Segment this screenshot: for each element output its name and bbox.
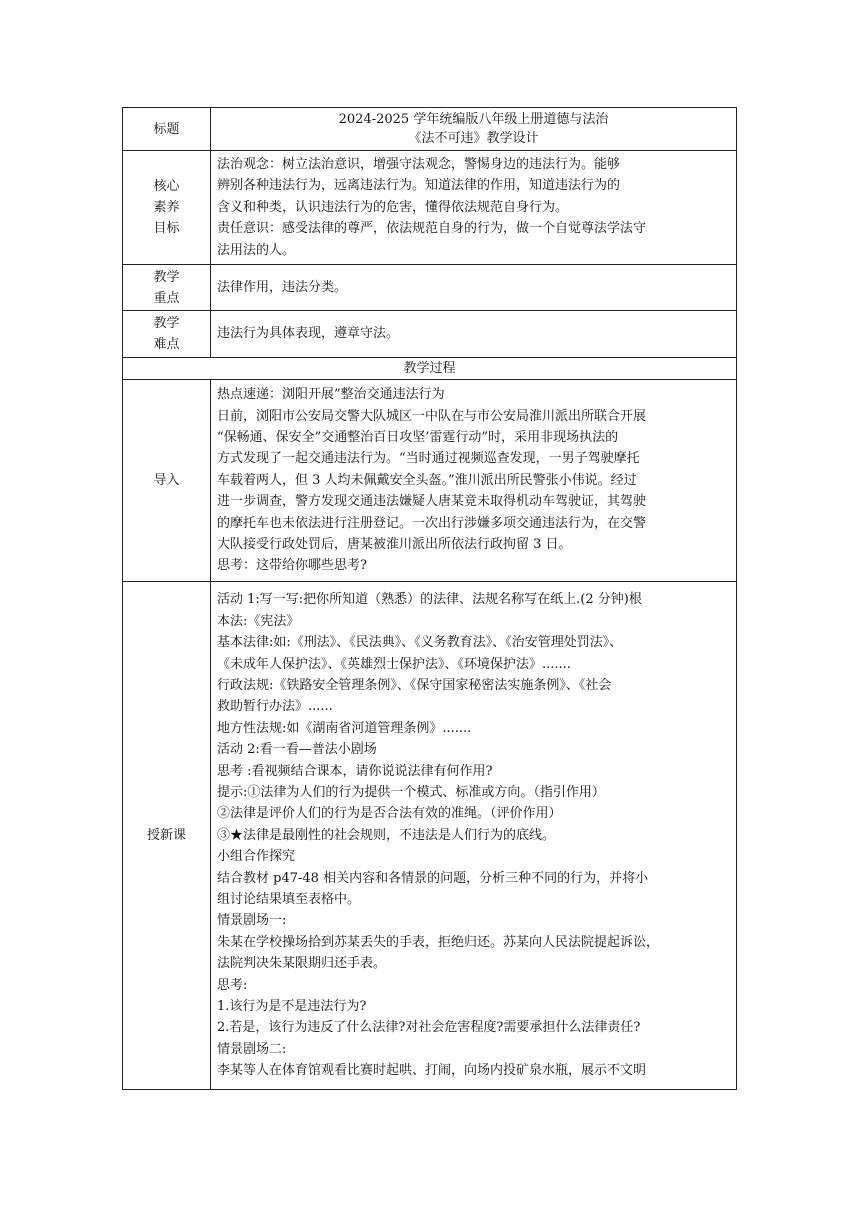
text-line: 责任意识：感受法律的尊严，依法规范自身的行为，做一个自觉尊法学法守 bbox=[217, 221, 647, 237]
text-line: 进一步调查，警方发现交通违法嫌疑人唐某竟未取得机动车驾驶证，其驾驶 bbox=[217, 494, 647, 510]
text-line: 法用法的人。 bbox=[217, 242, 296, 258]
lesson-plan-table bbox=[122, 107, 737, 1090]
text-line: 提示:①法律为人们的行为提供一个模式、标准或方向。（指引作用） bbox=[217, 784, 605, 800]
text-line: 含义和种类，认识违法行为的危害，懂得依法规范自身行为。 bbox=[217, 199, 569, 215]
process-header: 教学过程 bbox=[123, 358, 737, 380]
label-line: 核心 bbox=[153, 179, 180, 194]
title-line: 2024-2025 学年统编版八年级上册道德与法治 bbox=[338, 112, 609, 127]
text-line: 车载着两人，但 3 人均未佩戴安全头盔。”淮川派出所民警张小伟说。经过 bbox=[217, 472, 637, 488]
text-line: 组讨论结果填至表格中。 bbox=[217, 892, 361, 908]
text-line: 活动 1:写一写:把你所知道（熟悉）的法律、法规名称写在纸上.(2 分钟)根 bbox=[217, 592, 642, 608]
core-goal-content bbox=[211, 151, 737, 265]
intro-row bbox=[123, 380, 737, 582]
key-point-label bbox=[123, 265, 211, 311]
new-lesson-row bbox=[123, 582, 737, 1090]
text-line: 法治观念：树立法治意识，增强守法观念，警惕身边的违法行为。能够 bbox=[217, 156, 621, 172]
text-line: 小组合作探究 bbox=[217, 849, 296, 865]
text-line: 大队接受行政处罚后，唐某被淮川派出所依法行政拘留 3 日。 bbox=[217, 537, 572, 553]
text-line: 情景剧场二: bbox=[217, 1041, 287, 1057]
difficult-point-label bbox=[123, 311, 211, 358]
process-header-row bbox=[123, 358, 737, 380]
text-line: ③★法律是最刚性的社会规则，不违法是人们行为的底线。 bbox=[217, 827, 556, 843]
text-line: 《未成年人保护法》、《英雄烈士保护法》、《环境保护法》....... bbox=[217, 656, 571, 672]
text-line: 救助暂行办法》...... bbox=[217, 699, 333, 715]
text-line: 法院判决朱某限期归还手表。 bbox=[217, 956, 387, 972]
text-line: 2.若是，该行为违反了什么法律?对社会危害程度?需要承担什么法律责任? bbox=[217, 1020, 641, 1036]
text-line: 热点速递：浏阳开展”整治交通违法行为 bbox=[217, 387, 445, 403]
label-line: 教学 bbox=[153, 316, 180, 331]
new-lesson-label: 授新课 bbox=[123, 582, 211, 1090]
label-line: 教学 bbox=[153, 269, 180, 285]
text-line: 1.该行为是不是违法行为? bbox=[217, 999, 367, 1015]
key-point-content bbox=[211, 265, 737, 311]
core-goal-label bbox=[123, 151, 211, 265]
new-lesson-content bbox=[211, 582, 737, 1090]
key-point-row bbox=[123, 265, 737, 311]
text-line: 地方性法规:如《湖南省河道管理条例》....... bbox=[217, 720, 472, 736]
text-line: 方式发现了一起交通违法行为。“当时通过视频巡查发现，一男子驾驶摩托 bbox=[217, 451, 640, 467]
difficult-point-row bbox=[123, 311, 737, 358]
text-line: 思考: bbox=[217, 977, 248, 993]
text-line: “保畅通、保安全”交通整治百日攻坚’雷霆行动”时，采用非现场执法的 bbox=[217, 429, 619, 445]
intro-content bbox=[211, 380, 737, 582]
text-line: ②法律是评价人们的行为是否合法有效的准绳。（评价作用） bbox=[217, 806, 562, 822]
text-line: 思考 :看视频结合课本，请你说说法律有何作用? bbox=[217, 763, 493, 779]
difficult-point-content bbox=[211, 311, 737, 358]
text-line: 结合教材 p47-48 相关内容和各情景的问题，分析三种不同的行为，并将小 bbox=[217, 870, 649, 886]
text-line: 法律作用，违法分类。 bbox=[217, 279, 348, 295]
title-label: 标题 bbox=[123, 108, 211, 151]
title-row bbox=[123, 108, 737, 151]
title-cell bbox=[211, 108, 737, 151]
label-line: 素养 bbox=[153, 200, 180, 215]
title-line: 《法不可违》教学设计 bbox=[408, 131, 539, 146]
text-line: 日前，浏阳市公安局交警大队城区一中队在与市公安局淮川派出所联合开展 bbox=[217, 408, 647, 424]
text-line: 活动 2:看一看—普法小剧场 bbox=[217, 742, 377, 758]
text-line: 行政法规:《铁路安全管理条例》、《保守国家秘密法实施条例》、《社会 bbox=[217, 677, 612, 693]
core-goal-row bbox=[123, 151, 737, 265]
label-line: 目标 bbox=[153, 221, 180, 236]
text-line: 思考：这带给你哪些思考? bbox=[217, 558, 367, 574]
label-line: 难点 bbox=[153, 337, 180, 352]
text-line: 基本法律:如:《刑法》、《民法典》、《义务教育法》、《治安管理处罚法》、 bbox=[217, 635, 623, 651]
text-line: 辨别各种违法行为，远离违法行为。知道法律的作用，知道违法行为的 bbox=[217, 178, 621, 194]
text-line: 本法:《宪法》 bbox=[217, 613, 300, 629]
text-line: 朱某在学校操场拾到苏某丢失的手表，拒绝归还。苏某向人民法院提起诉讼， bbox=[217, 934, 660, 950]
label-line: 重点 bbox=[153, 290, 180, 306]
intro-label: 导入 bbox=[123, 380, 211, 582]
text-line: 李某等人在体育馆观看比赛时起哄、打闹，向场内投矿泉水瓶，展示不文明 bbox=[217, 1063, 647, 1079]
text-line: 情景剧场一: bbox=[217, 913, 287, 929]
text-line: 的摩托车也未依法进行注册登记。一次出行涉嫌多项交通违法行为，在交警 bbox=[217, 515, 647, 531]
text-line: 违法行为具体表现，遵章守法。 bbox=[217, 326, 400, 342]
